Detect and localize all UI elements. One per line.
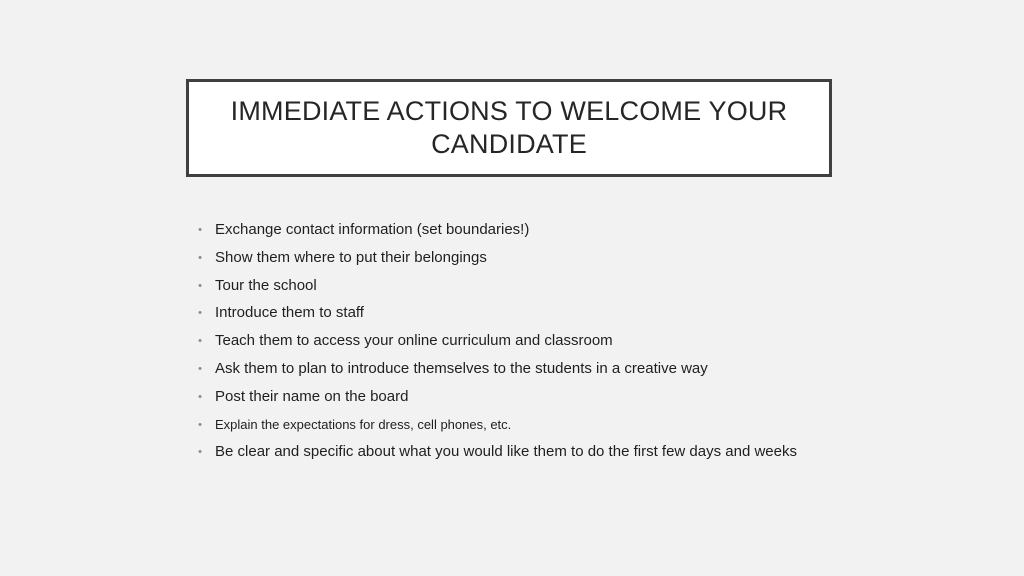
bullet-text: Ask them to plan to introduce themselves to the students in a creative way [215, 359, 708, 377]
bullet-text: Tour the school [215, 276, 317, 294]
bullet-text: Introduce them to staff [215, 304, 364, 322]
bullet-item [196, 220, 856, 248]
bullet-text: Be clear and specific about what you would like them to do the first few days and weeks [215, 443, 797, 461]
bullet-item [196, 331, 856, 359]
bullet-item [196, 303, 856, 331]
bullet-icon: • [198, 418, 202, 431]
slide-title: IMMEDIATE ACTIONS TO WELCOME YOUR CANDIDATE [230, 96, 788, 159]
bullet-icon: • [198, 307, 202, 320]
bullet-item [196, 415, 856, 443]
bullet-icon: • [198, 224, 202, 236]
bullet-text: Explain the expectations for dress, cell phones, etc. [215, 416, 512, 432]
bullet-item [196, 248, 856, 276]
title-box [186, 79, 832, 177]
bullet-icon: • [198, 251, 202, 264]
bullet-text: Post their name on the board [215, 387, 409, 405]
bullet-item [196, 276, 856, 304]
bullet-text: Teach them to access your online curriculum and classroom [215, 332, 613, 350]
bullet-item [196, 387, 856, 415]
bullet-item [196, 442, 856, 470]
bullet-list [196, 220, 856, 470]
bullet-item [196, 359, 856, 387]
bullet-text: Exchange contact information (set boundaries!) [215, 221, 530, 238]
bullet-icon: • [198, 390, 202, 403]
bullet-icon: • [198, 446, 202, 459]
bullet-text: Show them where to put their belongings [215, 248, 487, 266]
bullet-icon: • [198, 362, 202, 375]
bullet-icon: • [198, 335, 202, 348]
bullet-icon: • [198, 279, 202, 292]
